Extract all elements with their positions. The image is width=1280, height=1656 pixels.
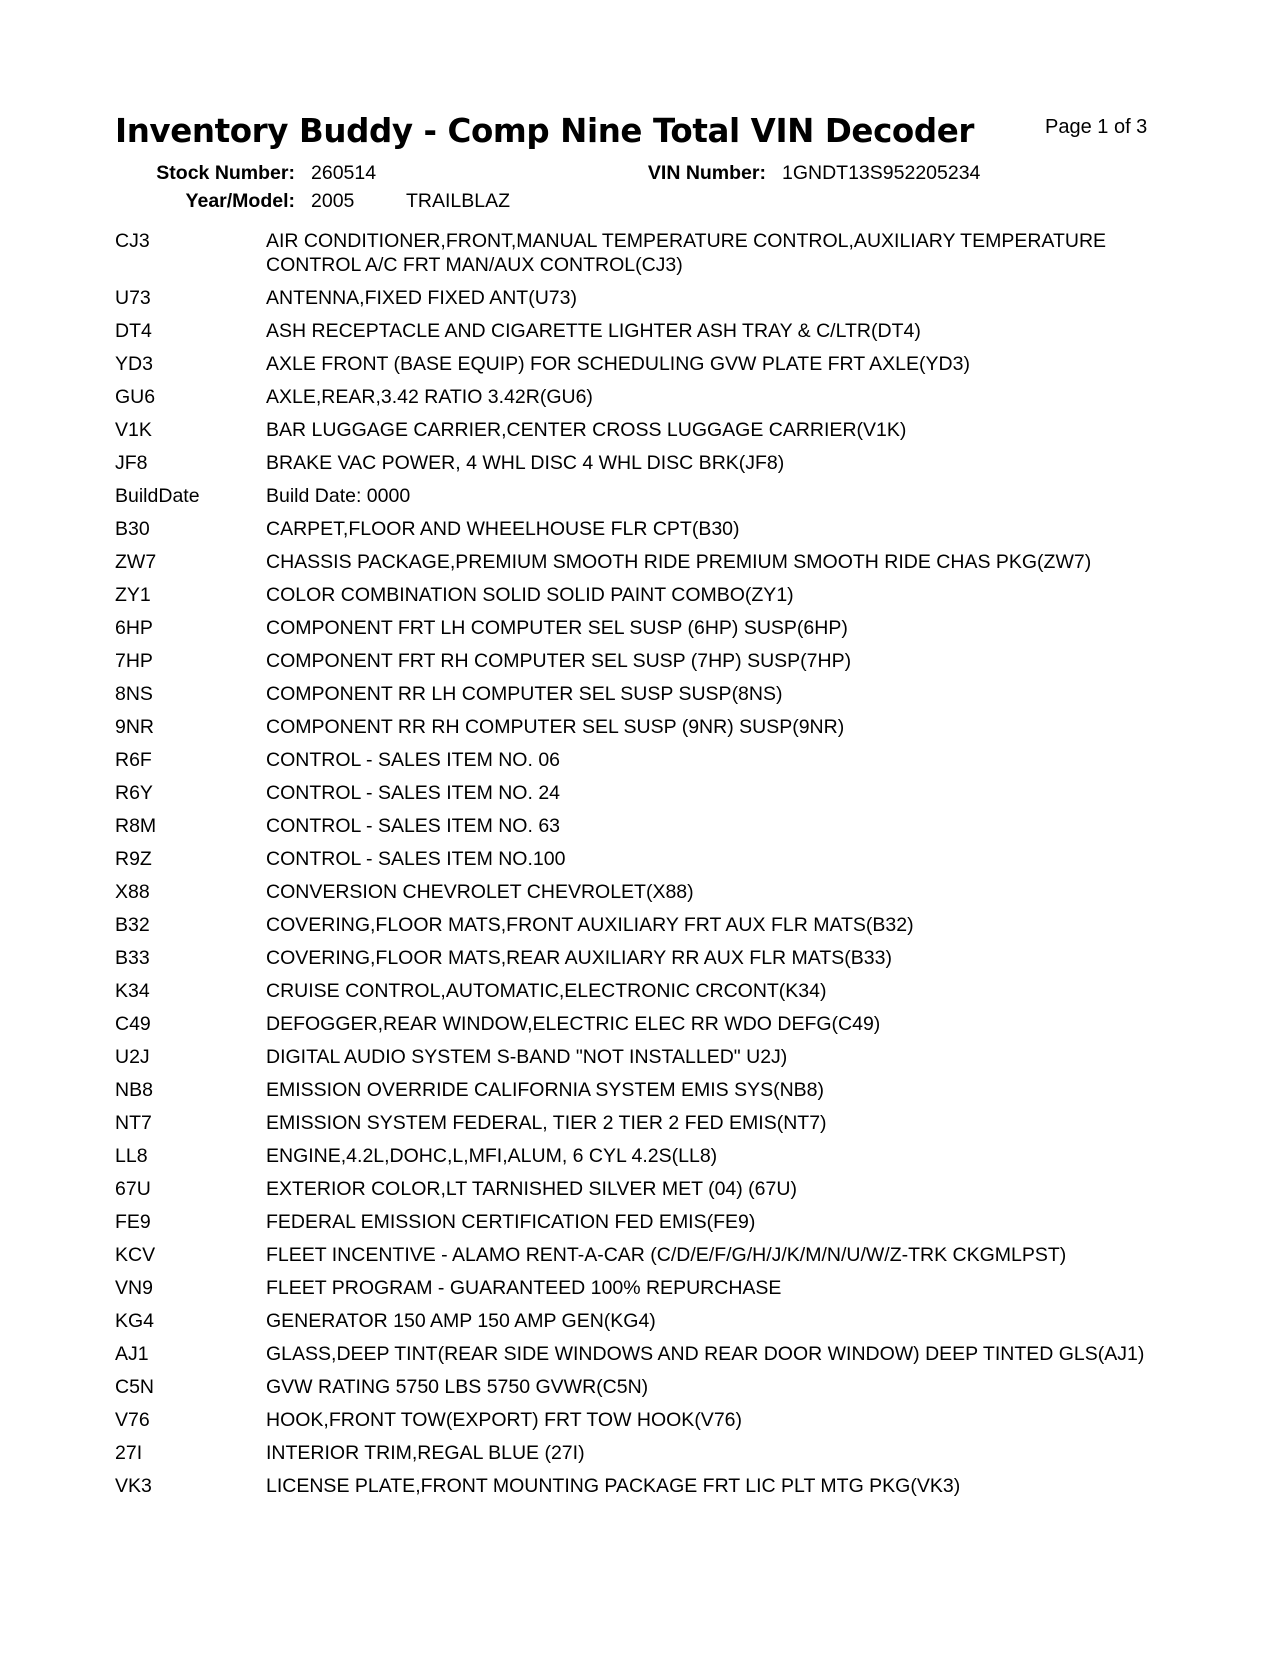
year-value: 2005 bbox=[311, 190, 355, 212]
option-code: FE9 bbox=[115, 1211, 151, 1233]
option-description: FLEET PROGRAM - GUARANTEED 100% REPURCHASE bbox=[266, 1277, 782, 1299]
option-row bbox=[0, 1309, 1280, 1333]
option-row bbox=[0, 616, 1280, 640]
option-description: AXLE,REAR,3.42 RATIO 3.42R(GU6) bbox=[266, 386, 593, 408]
option-row bbox=[0, 1111, 1280, 1135]
option-description: DEFOGGER,REAR WINDOW,ELECTRIC ELEC RR WDO DEFG(C49) bbox=[266, 1013, 881, 1035]
option-code: 8NS bbox=[115, 683, 153, 705]
option-description: CONTROL - SALES ITEM NO. 06 bbox=[266, 749, 561, 771]
option-code: VN9 bbox=[115, 1277, 153, 1299]
option-code: R6Y bbox=[115, 782, 153, 804]
option-code: GU6 bbox=[115, 386, 156, 408]
option-description: BRAKE VAC POWER, 4 WHL DISC 4 WHL DISC BRK(JF8) bbox=[266, 452, 785, 474]
option-description: GLASS,DEEP TINT(REAR SIDE WINDOWS AND REAR DOOR WINDOW) DEEP TINTED GLS(AJ1) bbox=[266, 1343, 1145, 1365]
option-row bbox=[0, 649, 1280, 673]
option-description: COMPONENT RR RH COMPUTER SEL SUSP (9NR) SUSP(9NR) bbox=[266, 716, 845, 738]
model-value: TRAILBLAZ bbox=[406, 190, 511, 212]
option-row bbox=[0, 781, 1280, 805]
option-code: KG4 bbox=[115, 1310, 155, 1332]
option-row bbox=[0, 1045, 1280, 1069]
option-row bbox=[0, 319, 1280, 343]
option-description: COMPONENT RR LH COMPUTER SEL SUSP SUSP(8NS) bbox=[266, 683, 783, 705]
option-code: KCV bbox=[115, 1244, 156, 1266]
option-row bbox=[0, 1408, 1280, 1432]
option-row bbox=[0, 1144, 1280, 1168]
option-row bbox=[0, 946, 1280, 970]
option-row bbox=[0, 229, 1280, 277]
option-description: COLOR COMBINATION SOLID SOLID PAINT COMBO(ZY1) bbox=[266, 584, 794, 606]
option-description: FEDERAL EMISSION CERTIFICATION FED EMIS(FE9) bbox=[266, 1211, 756, 1233]
option-description: BAR LUGGAGE CARRIER,CENTER CROSS LUGGAGE CARRIER(V1K) bbox=[266, 419, 907, 441]
option-code: NB8 bbox=[115, 1079, 153, 1101]
option-row bbox=[0, 1078, 1280, 1102]
option-description: CARPET,FLOOR AND WHEELHOUSE FLR CPT(B30) bbox=[266, 518, 740, 540]
option-description: DIGITAL AUDIO SYSTEM S-BAND "NOT INSTALLED" U2J) bbox=[266, 1046, 788, 1068]
option-code: K34 bbox=[115, 980, 150, 1002]
option-row bbox=[0, 979, 1280, 1003]
option-code: R8M bbox=[115, 815, 157, 837]
option-code: 6HP bbox=[115, 617, 153, 639]
option-row bbox=[0, 1210, 1280, 1234]
option-code: C5N bbox=[115, 1376, 155, 1398]
option-row bbox=[0, 748, 1280, 772]
option-code: 27I bbox=[115, 1442, 143, 1464]
option-description: AIR CONDITIONER,FRONT,MANUAL TEMPERATURE CONTROL,AUXILIARY TEMPERATURE CONTROL A/C FRT MAN/AUX CONTROL(CJ3) bbox=[266, 230, 1107, 276]
option-row bbox=[0, 418, 1280, 442]
option-code: ZY1 bbox=[115, 584, 151, 606]
option-row bbox=[0, 682, 1280, 706]
option-description: AXLE FRONT (BASE EQUIP) FOR SCHEDULING GVW PLATE FRT AXLE(YD3) bbox=[266, 353, 970, 375]
option-row bbox=[0, 1375, 1280, 1399]
option-row bbox=[0, 451, 1280, 475]
option-code: YD3 bbox=[115, 353, 153, 375]
option-code: U73 bbox=[115, 287, 151, 309]
page-title: Inventory Buddy - Comp Nine Total VIN Decoder bbox=[115, 112, 974, 150]
option-row bbox=[0, 352, 1280, 376]
option-row bbox=[0, 880, 1280, 904]
option-description: EMISSION OVERRIDE CALIFORNIA SYSTEM EMIS SYS(NB8) bbox=[266, 1079, 825, 1101]
option-description: GVW RATING 5750 LBS 5750 GVWR(C5N) bbox=[266, 1376, 649, 1398]
option-row bbox=[0, 1342, 1280, 1366]
vin-number-label: VIN Number: bbox=[647, 162, 766, 184]
option-code: VK3 bbox=[115, 1475, 152, 1497]
option-description: COVERING,FLOOR MATS,REAR AUXILIARY RR AUX FLR MATS(B33) bbox=[266, 947, 892, 969]
option-code: AJ1 bbox=[115, 1343, 149, 1365]
option-description: COMPONENT FRT RH COMPUTER SEL SUSP (7HP) SUSP(7HP) bbox=[266, 650, 852, 672]
option-description: ANTENNA,FIXED FIXED ANT(U73) bbox=[266, 287, 577, 309]
option-code: 7HP bbox=[115, 650, 153, 672]
option-code: B33 bbox=[115, 947, 150, 969]
option-code: 9NR bbox=[115, 716, 155, 738]
option-description: FLEET INCENTIVE - ALAMO RENT-A-CAR (C/D/E/F/G/H/J/K/M/N/U/W/Z-TRK CKGMLPST) bbox=[266, 1244, 1067, 1266]
option-description: CHASSIS PACKAGE,PREMIUM SMOOTH RIDE PREMIUM SMOOTH RIDE CHAS PKG(ZW7) bbox=[266, 551, 1092, 573]
option-description: COMPONENT FRT LH COMPUTER SEL SUSP (6HP) SUSP(6HP) bbox=[266, 617, 848, 639]
option-code: U2J bbox=[115, 1046, 150, 1068]
option-code: DT4 bbox=[115, 320, 152, 342]
option-description: COVERING,FLOOR MATS,FRONT AUXILIARY FRT AUX FLR MATS(B32) bbox=[266, 914, 914, 936]
year-model-label: Year/Model: bbox=[185, 190, 295, 212]
option-description: CONTROL - SALES ITEM NO. 24 bbox=[266, 782, 561, 804]
option-row bbox=[0, 1243, 1280, 1267]
option-code: B30 bbox=[115, 518, 150, 540]
page-number: Page 1 of 3 bbox=[1045, 116, 1148, 138]
option-code: 67U bbox=[115, 1178, 151, 1200]
option-code: X88 bbox=[115, 881, 150, 903]
option-code: CJ3 bbox=[115, 230, 150, 252]
option-code: V76 bbox=[115, 1409, 150, 1431]
option-code: C49 bbox=[115, 1013, 151, 1035]
option-description: Build Date: 0000 bbox=[266, 485, 411, 507]
vin-number-value: 1GNDT13S952205234 bbox=[782, 162, 981, 184]
option-row bbox=[0, 550, 1280, 574]
stock-number-label: Stock Number: bbox=[156, 162, 295, 184]
option-row bbox=[0, 913, 1280, 937]
option-description: INTERIOR TRIM,REGAL BLUE (27I) bbox=[266, 1442, 585, 1464]
option-row bbox=[0, 1276, 1280, 1300]
option-row bbox=[0, 814, 1280, 838]
option-description: LICENSE PLATE,FRONT MOUNTING PACKAGE FRT LIC PLT MTG PKG(VK3) bbox=[266, 1475, 961, 1497]
option-description: ASH RECEPTACLE AND CIGARETTE LIGHTER ASH TRAY & C/LTR(DT4) bbox=[266, 320, 921, 342]
option-description: CRUISE CONTROL,AUTOMATIC,ELECTRONIC CRCONT(K34) bbox=[266, 980, 827, 1002]
option-description: EMISSION SYSTEM FEDERAL, TIER 2 TIER 2 FED EMIS(NT7) bbox=[266, 1112, 827, 1134]
option-row bbox=[0, 484, 1280, 508]
stock-number-value: 260514 bbox=[311, 162, 377, 184]
option-code: ZW7 bbox=[115, 551, 157, 573]
option-code: JF8 bbox=[115, 452, 148, 474]
option-description: CONTROL - SALES ITEM NO.100 bbox=[266, 848, 566, 870]
option-code: LL8 bbox=[115, 1145, 148, 1167]
option-row bbox=[0, 847, 1280, 871]
option-code: B32 bbox=[115, 914, 150, 936]
option-row bbox=[0, 1177, 1280, 1201]
option-row bbox=[0, 1012, 1280, 1036]
option-code: R9Z bbox=[115, 848, 152, 870]
option-description: ENGINE,4.2L,DOHC,L,MFI,ALUM, 6 CYL 4.2S(LL8) bbox=[266, 1145, 718, 1167]
option-row bbox=[0, 1441, 1280, 1465]
option-description: CONVERSION CHEVROLET CHEVROLET(X88) bbox=[266, 881, 694, 903]
option-row bbox=[0, 517, 1280, 541]
option-code: NT7 bbox=[115, 1112, 152, 1134]
option-code: V1K bbox=[115, 419, 152, 441]
option-description: GENERATOR 150 AMP 150 AMP GEN(KG4) bbox=[266, 1310, 656, 1332]
option-code: R6F bbox=[115, 749, 152, 771]
option-row bbox=[0, 385, 1280, 409]
option-row bbox=[0, 583, 1280, 607]
option-row bbox=[0, 715, 1280, 739]
option-description: EXTERIOR COLOR,LT TARNISHED SILVER MET (04) (67U) bbox=[266, 1178, 797, 1200]
option-code-list bbox=[0, 229, 1280, 1507]
option-description: HOOK,FRONT TOW(EXPORT) FRT TOW HOOK(V76) bbox=[266, 1409, 742, 1431]
option-description: CONTROL - SALES ITEM NO. 63 bbox=[266, 815, 561, 837]
option-code: BuildDate bbox=[115, 485, 200, 507]
option-row bbox=[0, 1474, 1280, 1498]
option-row bbox=[0, 286, 1280, 310]
